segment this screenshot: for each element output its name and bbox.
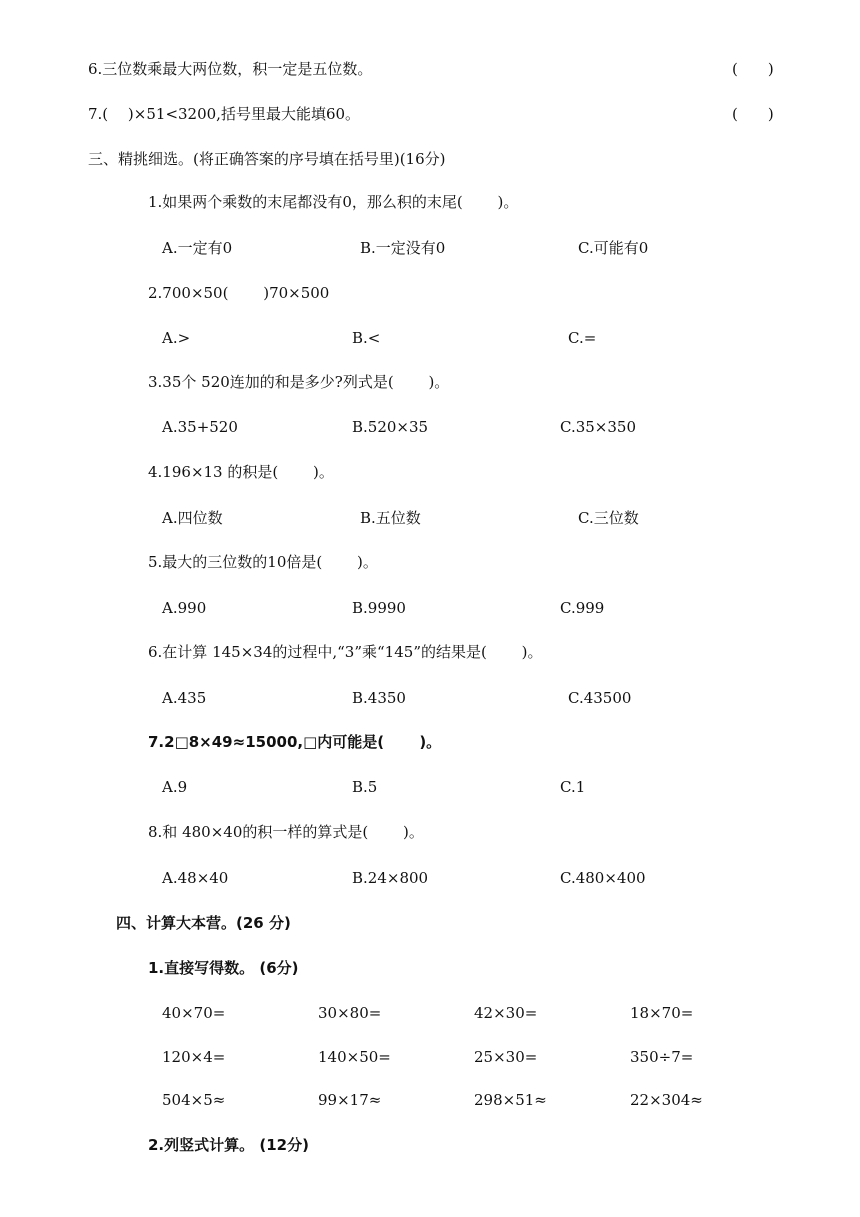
- subsection-2-title: 2.列竖式计算。 (12分): [148, 1136, 309, 1154]
- option-c: C.三位数: [578, 509, 639, 527]
- question-7: 7.2□8×49≈15000,□内可能是( )。: [148, 733, 442, 751]
- calc-item: 99×17≈: [318, 1091, 382, 1109]
- calc-item: 22×304≈: [630, 1091, 703, 1109]
- option-b: B.一定没有0: [360, 239, 446, 257]
- question-6: 6.在计算 145×34的过程中,“3”乘“145”的结果是( )。: [148, 643, 543, 661]
- option-a: A.48×40: [162, 869, 229, 887]
- question-2: 2.700×50( )70×500: [148, 284, 330, 302]
- option-b: B.5: [352, 778, 378, 796]
- calc-item: 25×30=: [474, 1048, 538, 1066]
- section-4-title: 四、计算大本营。(26 分): [116, 914, 291, 932]
- question-5: 5.最大的三位数的10倍是( )。: [148, 553, 378, 571]
- option-c: C.480×400: [560, 869, 646, 887]
- option-a: A.35+520: [162, 418, 238, 436]
- option-a: A.>: [162, 329, 191, 347]
- option-c: C.可能有0: [578, 239, 649, 257]
- section-3-title: 三、精挑细选。(将正确答案的序号填在括号里)(16分): [88, 150, 446, 168]
- question-3: 3.35个 520连加的和是多少?列式是( )。: [148, 373, 450, 391]
- option-b: B.五位数: [360, 509, 421, 527]
- subsection-1-title: 1.直接写得数。 (6分): [148, 959, 299, 977]
- question-1: 1.如果两个乘数的末尾都没有0，那么积的末尾( )。: [148, 193, 519, 211]
- option-c: C.1: [560, 778, 586, 796]
- calc-item: 298×51≈: [474, 1091, 547, 1109]
- calc-item: 140×50=: [318, 1048, 391, 1066]
- answer-paren[interactable]: ( ): [732, 105, 774, 123]
- calc-item: 18×70=: [630, 1004, 694, 1022]
- judge-item-7: 7.( )×51<3200,括号里最大能填60。: [88, 105, 361, 123]
- option-b: B.9990: [352, 599, 406, 617]
- option-a: A.9: [162, 778, 188, 796]
- calc-item: 120×4=: [162, 1048, 226, 1066]
- question-8: 8.和 480×40的积一样的算式是( )。: [148, 823, 424, 841]
- calc-item: 40×70=: [162, 1004, 226, 1022]
- option-c: C.35×350: [560, 418, 636, 436]
- option-c: C.43500: [568, 689, 632, 707]
- option-a: A.435: [162, 689, 207, 707]
- answer-paren[interactable]: ( ): [732, 60, 774, 78]
- calc-item: 30×80=: [318, 1004, 382, 1022]
- judge-item-6: 6.三位数乘最大两位数，积一定是五位数。: [88, 60, 373, 78]
- option-c: C.999: [560, 599, 605, 617]
- question-4: 4.196×13 的积是( )。: [148, 463, 334, 481]
- option-a: A.990: [162, 599, 207, 617]
- option-b: B.520×35: [352, 418, 429, 436]
- option-b: B.<: [352, 329, 381, 347]
- option-b: B.4350: [352, 689, 406, 707]
- option-b: B.24×800: [352, 869, 429, 887]
- option-a: A.一定有0: [162, 239, 233, 257]
- option-c: C.=: [568, 329, 597, 347]
- calc-item: 42×30=: [474, 1004, 538, 1022]
- option-a: A.四位数: [162, 509, 223, 527]
- calc-item: 504×5≈: [162, 1091, 226, 1109]
- calc-item: 350÷7=: [630, 1048, 694, 1066]
